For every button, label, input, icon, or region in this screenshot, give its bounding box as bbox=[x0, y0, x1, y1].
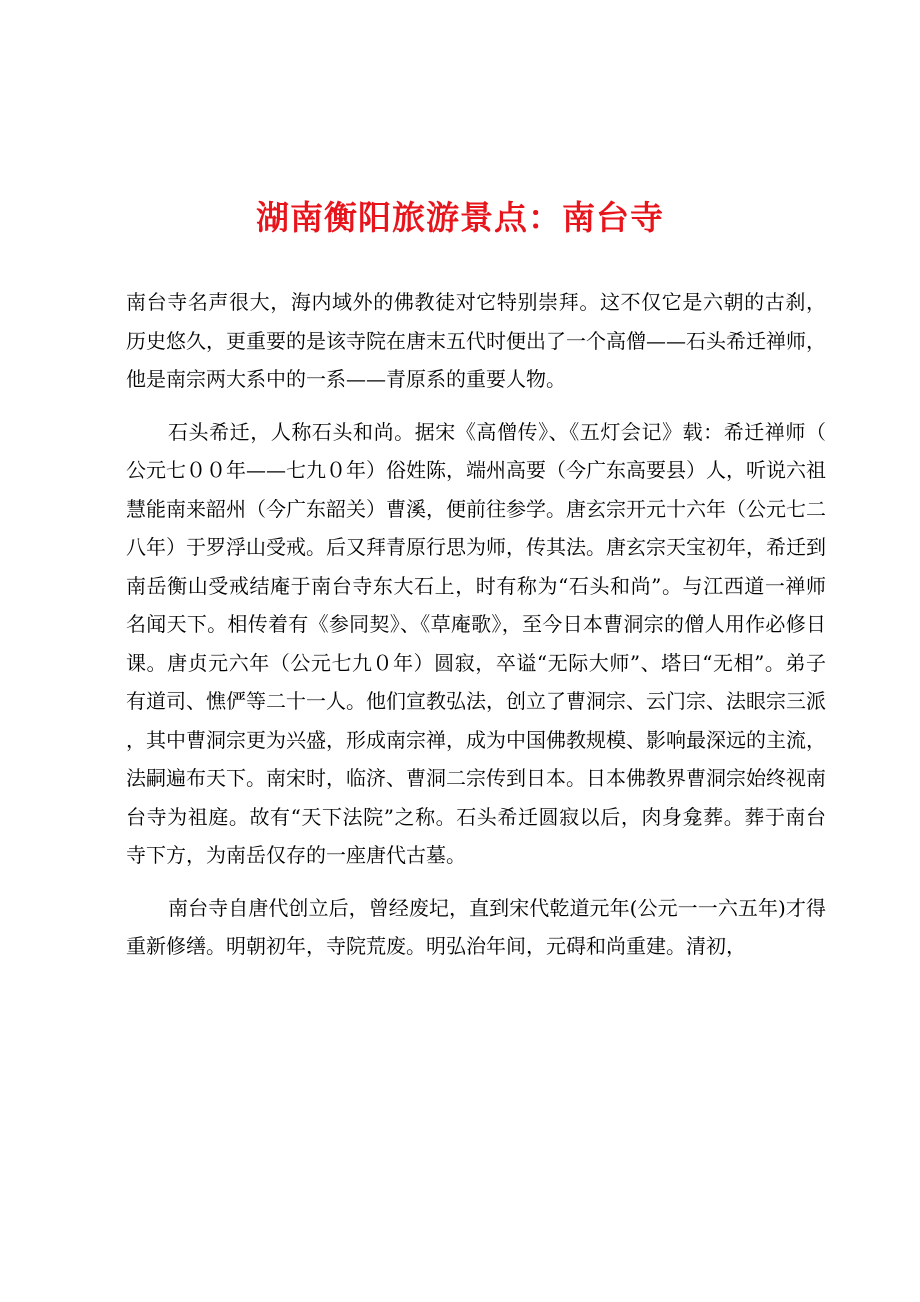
paragraph-shitou-xiqian: 石头希迁，人称石头和尚。据宋《高僧传》、《五灯会记》载：希迁禅师（公元七００年——七九０年）俗姓陈，端州高要（今广东高要县）人，听说六祖慧能南来韶州（今广东韶关）曹溪，便前往参学。唐玄宗开元十六年（公元七二八年）于罗浮山受戒。后又拜青原行思为师，传其法。唐玄宗天宝初年，希迁到南岳衡山受戒结庵于南台寺东大石上，时有称为“石头和尚”。与江西道一禅师名闻天下。相传着有《参同契》、《草庵歌》，至今日本曹洞宗的僧人用作必修日课。唐贞元六年（公元七九０年）圆寂，卒谥“无际大师”、塔曰“无相”。弟子有道司、憔俨等二十一人。他们宣教弘法，创立了曹洞宗、云门宗、法眼宗三派，其中曹洞宗更为兴盛，形成南宗禅，成为中国佛教规模、影响最深远的主流，法嗣遍布天下。南宋时，临济、曹洞二宗传到日本。日本佛教界曹洞宗始终视南台寺为祖庭。故有“天下法院”之称。石头希迁圆寂以后，肉身龛葬。葬于南台寺下方，为南岳仅存的一座唐代古墓。 bbox=[126, 419, 826, 867]
document-body bbox=[126, 283, 826, 980]
paragraph-intro: 南台寺名声很大，海内域外的佛教徒对它特别崇拜。这不仅它是六朝的古刹， 历史悠久，更重要的是该寺院在唐末五代时便出了一个高僧——石头希迁禅师，他是南宗两大系中的一系——青原系的重要人物。 bbox=[126, 290, 826, 391]
paragraph-temple-history: 南台寺自唐代创立后，曾经废圮，直到宋代乾道元年(公元一一六五年)才得重新修缮。明朝初年，寺院荒废。明弘治年间，元碍和尚重建。清初， bbox=[126, 895, 826, 958]
document-title: 湖南衡阳旅游景点：南台寺 bbox=[256, 198, 664, 237]
